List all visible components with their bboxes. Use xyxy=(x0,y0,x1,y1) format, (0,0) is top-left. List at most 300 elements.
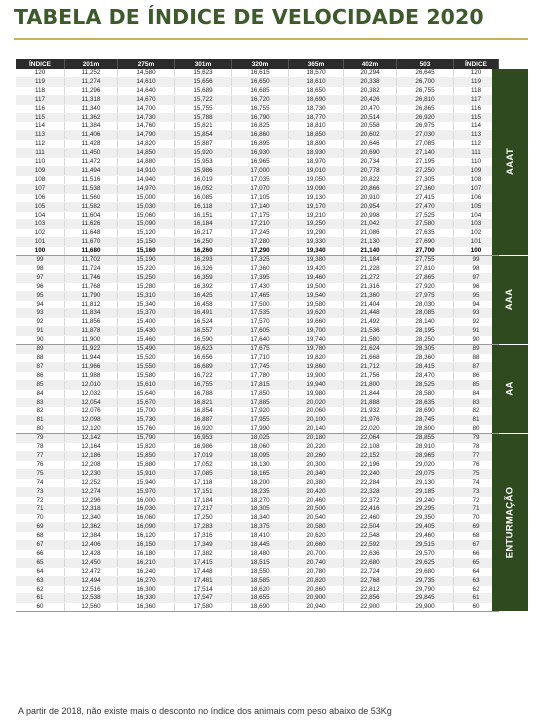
time-cell: 21,536 xyxy=(344,327,397,336)
index-cell: 89 xyxy=(454,345,499,354)
time-cell: 20,780 xyxy=(289,567,344,576)
time-cell: 16,458 xyxy=(175,300,232,309)
index-cell: 105 xyxy=(454,202,499,211)
time-cell: 11,252 xyxy=(65,69,118,77)
index-cell: 60 xyxy=(454,603,499,612)
index-cell: 64 xyxy=(454,567,499,576)
index-cell: 120 xyxy=(16,69,65,77)
index-cell: 79 xyxy=(16,434,65,443)
time-cell: 16,986 xyxy=(175,443,232,452)
index-cell: 94 xyxy=(454,300,499,309)
time-cell: 21,360 xyxy=(344,291,397,300)
time-cell: 18,620 xyxy=(232,585,289,594)
time-cell: 20,940 xyxy=(289,603,344,612)
time-cell: 11,670 xyxy=(65,238,118,247)
table-row xyxy=(16,309,499,318)
time-cell: 16,854 xyxy=(175,407,232,416)
index-cell: 67 xyxy=(454,541,499,550)
time-cell: 11,790 xyxy=(65,291,118,300)
time-cell: 14,820 xyxy=(118,140,175,149)
time-cell: 11,384 xyxy=(65,122,118,131)
index-cell: 116 xyxy=(454,104,499,113)
column-header: ÍNDICE xyxy=(454,59,499,69)
band-label: AAA xyxy=(504,288,516,311)
time-cell: 20,900 xyxy=(289,594,344,603)
time-cell: 15,120 xyxy=(118,229,175,238)
time-cell: 17,710 xyxy=(232,354,289,363)
index-cell: 90 xyxy=(454,336,499,345)
time-cell: 19,460 xyxy=(289,273,344,282)
time-cell: 18,690 xyxy=(289,95,344,104)
time-cell: 15,722 xyxy=(175,95,232,104)
index-cell: 61 xyxy=(16,594,65,603)
time-cell: 14,670 xyxy=(118,95,175,104)
time-cell: 16,150 xyxy=(118,541,175,550)
time-cell: 11,834 xyxy=(65,309,118,318)
column-header: 402m xyxy=(344,59,397,69)
time-cell: 17,570 xyxy=(232,318,289,327)
band-label: AA xyxy=(504,381,516,396)
time-cell: 17,283 xyxy=(175,523,232,532)
time-cell: 17,360 xyxy=(232,264,289,273)
table-row xyxy=(16,460,499,469)
index-cell: 114 xyxy=(454,122,499,131)
time-cell: 20,220 xyxy=(289,443,344,452)
time-cell: 27,635 xyxy=(397,229,454,238)
time-cell: 15,150 xyxy=(118,238,175,247)
time-cell: 11,604 xyxy=(65,211,118,220)
time-cell: 28,305 xyxy=(397,345,454,354)
time-cell: 21,492 xyxy=(344,318,397,327)
time-cell: 16,000 xyxy=(118,496,175,505)
time-cell: 18,655 xyxy=(232,594,289,603)
time-cell: 11,626 xyxy=(65,220,118,229)
index-cell: 71 xyxy=(454,505,499,514)
table-row xyxy=(16,291,499,300)
time-cell: 19,700 xyxy=(289,327,344,336)
table-row xyxy=(16,487,499,496)
column-header: 275m xyxy=(118,59,175,69)
index-cell: 114 xyxy=(16,122,65,131)
time-cell: 21,712 xyxy=(344,362,397,371)
time-cell: 20,420 xyxy=(289,487,344,496)
time-cell: 17,430 xyxy=(232,282,289,291)
time-cell: 29,295 xyxy=(397,505,454,514)
time-cell: 17,118 xyxy=(175,478,232,487)
index-cell: 76 xyxy=(454,460,499,469)
time-cell: 15,310 xyxy=(118,291,175,300)
table-row xyxy=(16,532,499,541)
time-cell: 11,746 xyxy=(65,273,118,282)
time-cell: 11,560 xyxy=(65,193,118,202)
time-cell: 17,990 xyxy=(232,425,289,434)
index-cell: 75 xyxy=(454,469,499,478)
table-row xyxy=(16,549,499,558)
time-cell: 20,060 xyxy=(289,407,344,416)
time-cell: 16,965 xyxy=(232,158,289,167)
table-row xyxy=(16,264,499,273)
index-cell: 117 xyxy=(454,95,499,104)
table-row xyxy=(16,220,499,229)
time-cell: 21,932 xyxy=(344,407,397,416)
index-cell: 101 xyxy=(454,238,499,247)
index-cell: 108 xyxy=(16,175,65,184)
time-cell: 28,965 xyxy=(397,451,454,460)
time-cell: 16,524 xyxy=(175,318,232,327)
time-cell: 16,425 xyxy=(175,291,232,300)
time-cell: 19,780 xyxy=(289,345,344,354)
time-cell: 15,580 xyxy=(118,371,175,380)
index-cell: 74 xyxy=(454,478,499,487)
time-cell: 15,821 xyxy=(175,122,232,131)
time-cell: 27,690 xyxy=(397,238,454,247)
time-cell: 11,702 xyxy=(65,256,118,265)
table-row xyxy=(16,273,499,282)
time-cell: 16,615 xyxy=(232,69,289,77)
time-cell: 16,118 xyxy=(175,202,232,211)
index-cell: 100 xyxy=(454,247,499,256)
band-enturmacao xyxy=(492,434,528,611)
table-row xyxy=(16,256,499,265)
index-cell: 86 xyxy=(16,371,65,380)
index-cell: 95 xyxy=(454,291,499,300)
index-cell: 80 xyxy=(16,425,65,434)
time-cell: 11,274 xyxy=(65,77,118,86)
time-cell: 12,296 xyxy=(65,496,118,505)
index-cell: 66 xyxy=(454,549,499,558)
time-cell: 22,064 xyxy=(344,434,397,443)
time-cell: 20,580 xyxy=(289,523,344,532)
time-cell: 19,210 xyxy=(289,211,344,220)
time-cell: 15,000 xyxy=(118,193,175,202)
time-cell: 20,646 xyxy=(344,140,397,149)
time-cell: 16,650 xyxy=(232,77,289,86)
time-cell: 15,340 xyxy=(118,300,175,309)
time-cell: 27,085 xyxy=(397,140,454,149)
time-cell: 15,090 xyxy=(118,220,175,229)
time-cell: 15,755 xyxy=(175,104,232,113)
table-row xyxy=(16,362,499,371)
index-cell: 119 xyxy=(16,77,65,86)
time-cell: 19,900 xyxy=(289,371,344,380)
time-cell: 11,812 xyxy=(65,300,118,309)
time-cell: 11,428 xyxy=(65,140,118,149)
index-cell: 107 xyxy=(454,184,499,193)
time-cell: 28,360 xyxy=(397,354,454,363)
time-cell: 16,720 xyxy=(232,95,289,104)
time-cell: 29,570 xyxy=(397,549,454,558)
time-cell: 21,888 xyxy=(344,398,397,407)
index-cell: 116 xyxy=(16,104,65,113)
time-cell: 17,465 xyxy=(232,291,289,300)
time-cell: 17,316 xyxy=(175,532,232,541)
table-row xyxy=(16,327,499,336)
time-cell: 18,770 xyxy=(289,113,344,122)
index-cell: 105 xyxy=(16,202,65,211)
time-cell: 26,975 xyxy=(397,122,454,131)
index-cell: 79 xyxy=(454,434,499,443)
time-cell: 28,525 xyxy=(397,380,454,389)
time-cell: 29,185 xyxy=(397,487,454,496)
index-cell: 115 xyxy=(454,113,499,122)
time-cell: 20,820 xyxy=(289,576,344,585)
time-cell: 19,500 xyxy=(289,282,344,291)
time-cell: 26,700 xyxy=(397,77,454,86)
time-cell: 18,515 xyxy=(232,558,289,567)
time-cell: 21,580 xyxy=(344,336,397,345)
time-cell: 11,944 xyxy=(65,354,118,363)
index-cell: 66 xyxy=(16,549,65,558)
index-cell: 84 xyxy=(16,389,65,398)
time-cell: 12,406 xyxy=(65,541,118,550)
index-cell: 104 xyxy=(16,211,65,220)
table-row xyxy=(16,193,499,202)
time-cell: 15,060 xyxy=(118,211,175,220)
table-row xyxy=(16,398,499,407)
time-cell: 22,856 xyxy=(344,594,397,603)
time-cell: 17,175 xyxy=(232,211,289,220)
table-row xyxy=(16,202,499,211)
time-cell: 20,860 xyxy=(289,585,344,594)
index-cell: 77 xyxy=(16,451,65,460)
time-cell: 17,640 xyxy=(232,336,289,345)
time-cell: 29,900 xyxy=(397,603,454,612)
time-cell: 16,623 xyxy=(175,345,232,354)
time-cell: 20,260 xyxy=(289,451,344,460)
time-cell: 28,030 xyxy=(397,300,454,309)
time-cell: 15,623 xyxy=(175,69,232,77)
time-cell: 22,592 xyxy=(344,541,397,550)
time-cell: 15,920 xyxy=(175,149,232,158)
time-cell: 27,755 xyxy=(397,256,454,265)
time-cell: 16,788 xyxy=(175,389,232,398)
index-cell: 62 xyxy=(16,585,65,594)
time-cell: 21,404 xyxy=(344,300,397,309)
time-cell: 29,735 xyxy=(397,576,454,585)
time-cell: 14,730 xyxy=(118,113,175,122)
time-cell: 20,514 xyxy=(344,113,397,122)
time-cell: 22,724 xyxy=(344,567,397,576)
table-row xyxy=(16,300,499,309)
index-cell: 73 xyxy=(16,487,65,496)
time-cell: 17,151 xyxy=(175,487,232,496)
time-cell: 12,054 xyxy=(65,398,118,407)
title-underline xyxy=(14,38,528,40)
index-cell: 85 xyxy=(454,380,499,389)
time-cell: 11,538 xyxy=(65,184,118,193)
table-row xyxy=(16,478,499,487)
time-cell: 14,760 xyxy=(118,122,175,131)
index-cell: 65 xyxy=(454,558,499,567)
time-cell: 19,540 xyxy=(289,291,344,300)
time-cell: 15,689 xyxy=(175,86,232,95)
time-cell: 17,580 xyxy=(175,603,232,612)
index-cell: 83 xyxy=(16,398,65,407)
time-cell: 15,030 xyxy=(118,202,175,211)
time-cell: 22,548 xyxy=(344,532,397,541)
time-cell: 11,768 xyxy=(65,282,118,291)
time-cell: 28,635 xyxy=(397,398,454,407)
time-cell: 12,076 xyxy=(65,407,118,416)
index-cell: 103 xyxy=(16,220,65,229)
time-cell: 12,208 xyxy=(65,460,118,469)
time-cell: 27,415 xyxy=(397,193,454,202)
time-cell: 19,330 xyxy=(289,238,344,247)
index-cell: 94 xyxy=(16,300,65,309)
time-cell: 19,010 xyxy=(289,166,344,175)
index-cell: 112 xyxy=(454,140,499,149)
time-cell: 15,880 xyxy=(118,460,175,469)
column-header: ÍNDICE xyxy=(16,59,65,69)
time-cell: 21,042 xyxy=(344,220,397,229)
time-cell: 21,844 xyxy=(344,389,397,398)
time-cell: 27,525 xyxy=(397,211,454,220)
time-cell: 18,585 xyxy=(232,576,289,585)
time-cell: 22,636 xyxy=(344,549,397,558)
time-cell: 22,020 xyxy=(344,425,397,434)
time-cell: 15,640 xyxy=(118,389,175,398)
band-aaa xyxy=(492,256,528,344)
time-cell: 18,410 xyxy=(232,532,289,541)
time-cell: 20,998 xyxy=(344,211,397,220)
band-aaat xyxy=(492,69,528,255)
table-row xyxy=(16,567,499,576)
column-header: 301m xyxy=(175,59,232,69)
index-cell: 62 xyxy=(454,585,499,594)
table-row xyxy=(16,345,499,354)
table-row xyxy=(16,443,499,452)
time-cell: 17,382 xyxy=(175,549,232,558)
time-cell: 16,085 xyxy=(175,193,232,202)
table-row xyxy=(16,603,499,612)
time-cell: 17,210 xyxy=(232,220,289,229)
time-cell: 17,280 xyxy=(232,238,289,247)
time-cell: 11,922 xyxy=(65,345,118,354)
table-row xyxy=(16,131,499,140)
table-row xyxy=(16,229,499,238)
table-row xyxy=(16,469,499,478)
time-cell: 19,660 xyxy=(289,318,344,327)
index-cell: 120 xyxy=(454,69,499,77)
time-cell: 11,856 xyxy=(65,318,118,327)
time-cell: 11,318 xyxy=(65,95,118,104)
time-cell: 16,120 xyxy=(118,532,175,541)
time-cell: 15,656 xyxy=(175,77,232,86)
time-cell: 11,494 xyxy=(65,166,118,175)
column-header: 201m xyxy=(65,59,118,69)
time-cell: 21,976 xyxy=(344,416,397,425)
index-cell: 111 xyxy=(16,149,65,158)
time-cell: 28,690 xyxy=(397,407,454,416)
time-cell: 17,885 xyxy=(232,398,289,407)
index-cell: 85 xyxy=(16,380,65,389)
time-cell: 16,326 xyxy=(175,264,232,273)
table-row xyxy=(16,336,499,345)
time-cell: 16,060 xyxy=(118,514,175,523)
time-cell: 17,140 xyxy=(232,202,289,211)
time-cell: 11,516 xyxy=(65,175,118,184)
time-cell: 28,195 xyxy=(397,327,454,336)
index-cell: 110 xyxy=(16,158,65,167)
time-cell: 18,930 xyxy=(289,149,344,158)
index-cell: 84 xyxy=(454,389,499,398)
band-label: AAAT xyxy=(504,148,516,176)
time-cell: 11,406 xyxy=(65,131,118,140)
table-row xyxy=(16,122,499,131)
time-cell: 29,680 xyxy=(397,567,454,576)
band-label: ENTURMAÇÃO xyxy=(504,486,516,559)
time-cell: 16,887 xyxy=(175,416,232,425)
time-cell: 18,375 xyxy=(232,523,289,532)
time-cell: 16,895 xyxy=(232,140,289,149)
time-cell: 18,730 xyxy=(289,104,344,113)
time-cell: 11,988 xyxy=(65,371,118,380)
index-cell: 101 xyxy=(16,238,65,247)
time-cell: 12,318 xyxy=(65,505,118,514)
time-cell: 22,372 xyxy=(344,496,397,505)
index-cell: 98 xyxy=(16,264,65,273)
time-cell: 18,890 xyxy=(289,140,344,149)
time-cell: 20,380 xyxy=(289,478,344,487)
time-cell: 16,860 xyxy=(232,131,289,140)
time-cell: 18,270 xyxy=(232,496,289,505)
time-cell: 18,610 xyxy=(289,77,344,86)
column-header: 320m xyxy=(232,59,289,69)
time-cell: 16,392 xyxy=(175,282,232,291)
time-cell: 18,130 xyxy=(232,460,289,469)
time-cell: 16,240 xyxy=(118,567,175,576)
time-cell: 28,250 xyxy=(397,336,454,345)
index-cell: 69 xyxy=(454,523,499,532)
time-cell: 17,325 xyxy=(232,256,289,265)
column-header: 503 xyxy=(397,59,454,69)
time-cell: 17,605 xyxy=(232,327,289,336)
index-cell: 113 xyxy=(16,131,65,140)
time-cell: 19,090 xyxy=(289,184,344,193)
table-row xyxy=(16,451,499,460)
time-cell: 22,328 xyxy=(344,487,397,496)
time-cell: 14,580 xyxy=(118,69,175,77)
time-cell: 15,953 xyxy=(175,158,232,167)
time-cell: 29,405 xyxy=(397,523,454,532)
time-cell: 29,240 xyxy=(397,496,454,505)
table-row xyxy=(16,354,499,363)
time-cell: 17,745 xyxy=(232,362,289,371)
time-cell: 19,620 xyxy=(289,309,344,318)
time-cell: 20,338 xyxy=(344,77,397,86)
table-row xyxy=(16,247,499,256)
time-cell: 15,700 xyxy=(118,407,175,416)
time-cell: 17,448 xyxy=(175,567,232,576)
index-cell: 95 xyxy=(16,291,65,300)
index-cell: 93 xyxy=(16,309,65,318)
time-cell: 19,290 xyxy=(289,229,344,238)
time-cell: 12,384 xyxy=(65,532,118,541)
table-row xyxy=(16,523,499,532)
index-cell: 63 xyxy=(16,576,65,585)
index-cell: 70 xyxy=(16,514,65,523)
time-cell: 19,340 xyxy=(289,247,344,256)
time-cell: 20,910 xyxy=(344,193,397,202)
time-cell: 27,360 xyxy=(397,184,454,193)
time-cell: 21,140 xyxy=(344,247,397,256)
time-cell: 21,448 xyxy=(344,309,397,318)
time-cell: 12,230 xyxy=(65,469,118,478)
time-cell: 20,020 xyxy=(289,398,344,407)
time-cell: 20,540 xyxy=(289,514,344,523)
index-cell: 112 xyxy=(16,140,65,149)
index-cell: 78 xyxy=(16,443,65,452)
